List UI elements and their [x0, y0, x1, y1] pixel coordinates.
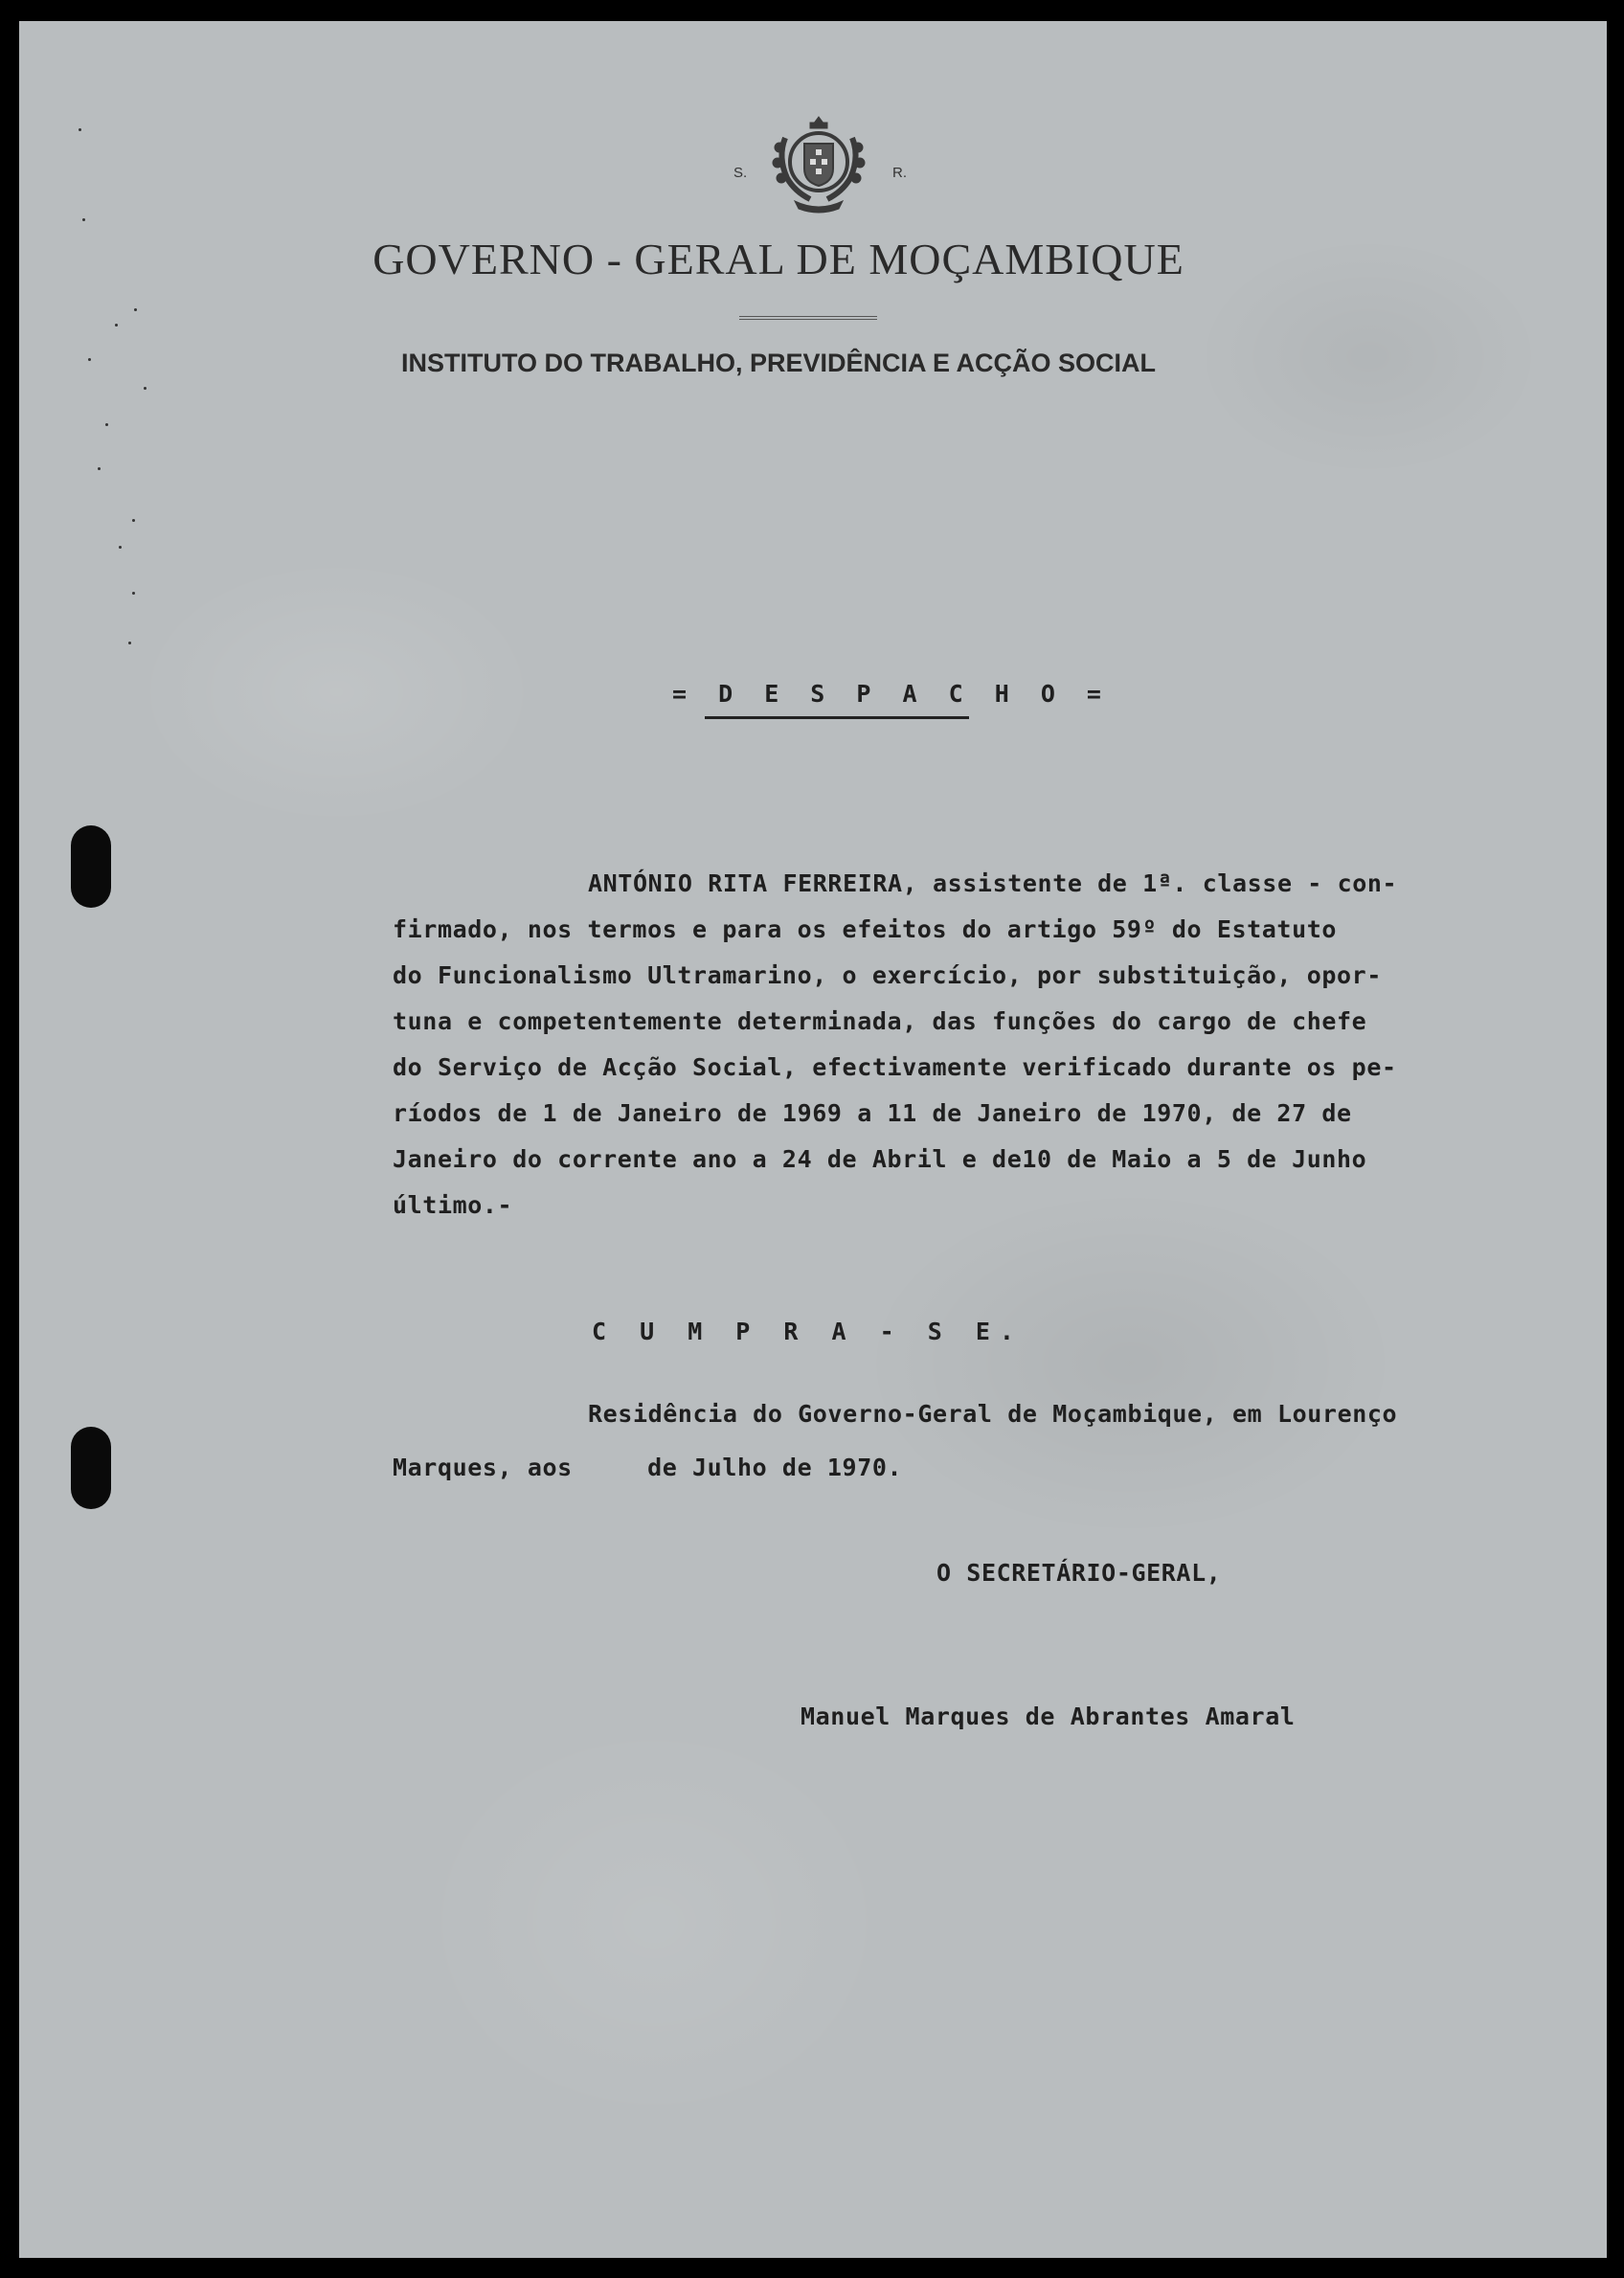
letterhead-mark-right: R.	[892, 165, 907, 181]
letterhead-title	[19, 234, 1607, 284]
signatory-name: Manuel Marques de Abrantes Amaral	[801, 1703, 1296, 1730]
signatory-title: O SECRETÁRIO-GERAL,	[936, 1559, 1222, 1587]
margin-speck	[105, 423, 108, 426]
place-line: Marques, aos de Julho de 1970.	[393, 1454, 903, 1481]
body-line: último.-	[393, 1191, 513, 1219]
margin-speck	[82, 218, 85, 221]
margin-speck	[119, 546, 122, 549]
body-line: do Funcionalismo Ultramarino, o exercício, por substituição, opor-	[393, 961, 1382, 989]
document-page	[19, 21, 1607, 2258]
margin-speck	[132, 519, 135, 522]
punch-hole-top	[71, 825, 111, 908]
place-line: Residência do Governo-Geral de Moçambique, em Lourenço	[588, 1400, 1398, 1428]
margin-speck	[128, 642, 131, 644]
body-line: tuna e competentemente determinada, das funções do cargo de chefe	[393, 1007, 1367, 1035]
letterhead-subtitle	[19, 349, 1607, 378]
margin-speck	[98, 467, 101, 470]
letterhead-divider	[739, 316, 877, 320]
letterhead-mark-left: S.	[733, 165, 748, 181]
body-line: firmado, nos termos e para os efeitos do artigo 59º do Estatuto	[393, 915, 1338, 943]
body-line: ANTÓNIO RITA FERREIRA, assistente de 1ª. classe - con-	[588, 869, 1398, 897]
heading-underline	[705, 716, 969, 719]
margin-speck	[115, 324, 118, 327]
body-line: Janeiro do corrente ano a 24 de Abril e de10 de Maio a 5 de Junho	[393, 1145, 1367, 1173]
body-line: do Serviço de Acção Social, efectivamente verificado durante os pe-	[393, 1053, 1397, 1081]
margin-speck	[144, 387, 147, 390]
margin-speck	[134, 308, 137, 311]
punch-hole-bottom	[71, 1427, 111, 1509]
coat-of-arms-icon	[766, 109, 871, 214]
document-heading: = D E S P A C H O =	[672, 680, 1110, 708]
margin-speck	[79, 128, 81, 131]
order-text: C U M P R A - S E.	[592, 1318, 1024, 1345]
letterhead-subtitle-text: INSTITUTO DO TRABALHO, PREVIDÊNCIA E ACÇÃO SOCIAL	[400, 349, 1157, 377]
margin-speck	[132, 592, 135, 595]
letterhead-title-text: GOVERNO - GERAL DE MOÇAMBIQUE	[372, 235, 1184, 283]
body-line: ríodos de 1 de Janeiro de 1969 a 11 de Janeiro de 1970, de 27 de	[393, 1099, 1352, 1127]
